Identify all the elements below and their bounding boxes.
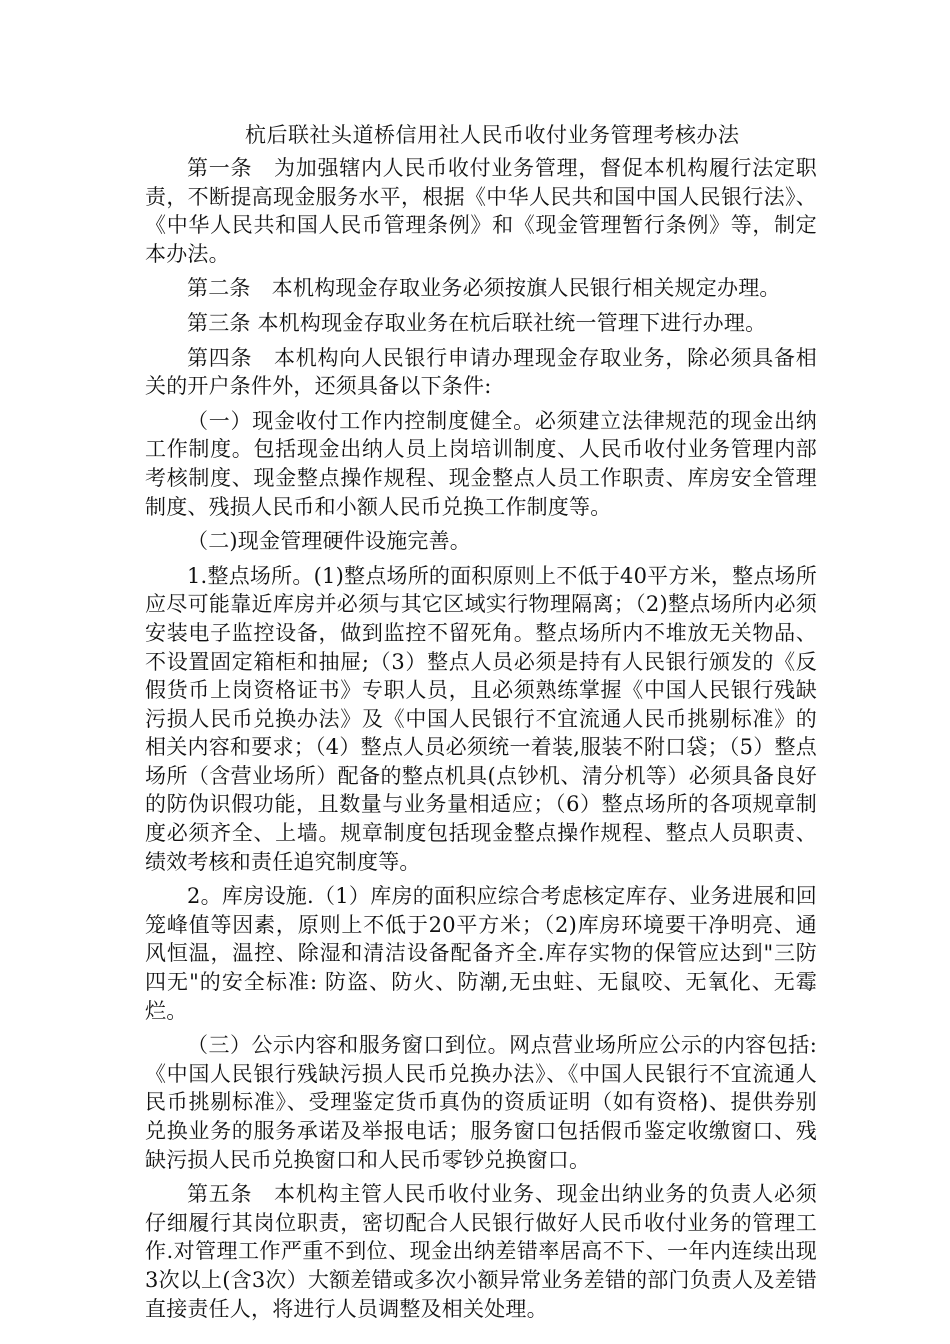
paragraph-item-1: （一）现金收付工作内控制度健全。必须建立法律规范的现金出纳工作制度。包括现金出纳人员上岗培训制度、人民币收付业务管理内部考核制度、现金整点操作规程、现金整点人员工作职责、库房安全管理制度、残损人民币和小额人民币兑换工作制度等。 bbox=[145, 408, 817, 519]
paragraph-article-3: 第三条 本机构现金存取业务在杭后联社统一管理下进行办理。 bbox=[187, 310, 767, 335]
paragraph-article-2: 第二条 本机构现金存取业务必须按旗人民银行相关规定办理。 bbox=[187, 276, 781, 301]
paragraph-subitem-counting-area: 1.整点场所。(1)整点场所的面积原则上不低于40平方米，整点场所应尽可能靠近库房并必须与其它区域实行物理隔离；（2)整点场所内必须安装电子监控设备，做到监控不留死角。整点场所内不堆放无关物品、不设置固定箱柜和抽屉;（3）整点人员必须是持有人民银行颁发的《反假货币上岗资格证书》专职人员，且必须熟练掌握《中国人民银行残缺污损人民币兑换办法》及《中国人民银行不宜流通人民币挑剔标准》的相关内容和要求；（4）整点人员必须统一着装,服装不附口袋；（5）整点场所（含营业场所）配备的整点机具(点钞机、清分机等）必须具备良好的防伪识假功能，且数量与业务量相适应；（6）整点场所的各项规章制度必须齐全、上墙。规章制度包括现金整点操作规程、整点人员职责、绩效考核和责任追究制度等。 bbox=[145, 563, 817, 874]
paragraph-article-1: 第一条 为加强辖内人民币收付业务管理，督促本机构履行法定职责，不断提高现金服务水平，根据《中华人民共和国中国人民银行法》、《中华人民共和国人民币管理条例》和《现金管理暂行条例》等，制定本办法。 bbox=[145, 156, 817, 266]
paragraph-item-2: （二)现金管理硬件设施完善。 bbox=[187, 529, 471, 554]
paragraph-article-4: 第四条 本机构向人民银行申请办理现金存取业务，除必须具备相关的开户条件外，还须具备以下条件: bbox=[145, 345, 817, 399]
paragraph-article-5: 第五条 本机构主管人民币收付业务、现金出纳业务的负责人必须仔细履行其岗位职责，密切配合人民银行做好人民币收付业务的管理工作.对管理工作严重不到位、现金出纳差错率居高不下、一年内连续出现3次以上(含3次）大额差错或多次小额异常业务差错的部门负责人及差错直接责任人，将进行人员调整及相关处理。 bbox=[145, 1182, 817, 1321]
document-page bbox=[145, 118, 817, 1329]
paragraph-subitem-vault: 2。库房设施.（1）库房的面积应综合考虑核定库存、业务进展和回笼峰值等因素，原则上不低于20平方米；（2)库房环境要干净明亮、通风恒温，温控、除湿和清洁设备配备齐全.库存实物的保管应达到"三防四无"的安全标准: 防盗、防火、防潮,无虫蛀、无鼠咬、无氧化、无霉烂。 bbox=[145, 884, 817, 1023]
document-title: 杭后联社头道桥信用社人民币收付业务管理考核办法 bbox=[245, 123, 740, 147]
paragraph-item-3: （三）公示内容和服务窗口到位。网点营业场所应公示的内容包括: 《中国人民银行残缺污损人民币兑换办法》、《中国人民银行不宜流通人民币挑剔标准》、受理鉴定货币真伪的资质证明（如有资格)、提供券别兑换业务的服务承诺及举报电话；服务窗口包括假币鉴定收缴窗口、残缺污损人民币兑换窗口和人民币零钞兑换窗口。 bbox=[145, 1033, 817, 1172]
